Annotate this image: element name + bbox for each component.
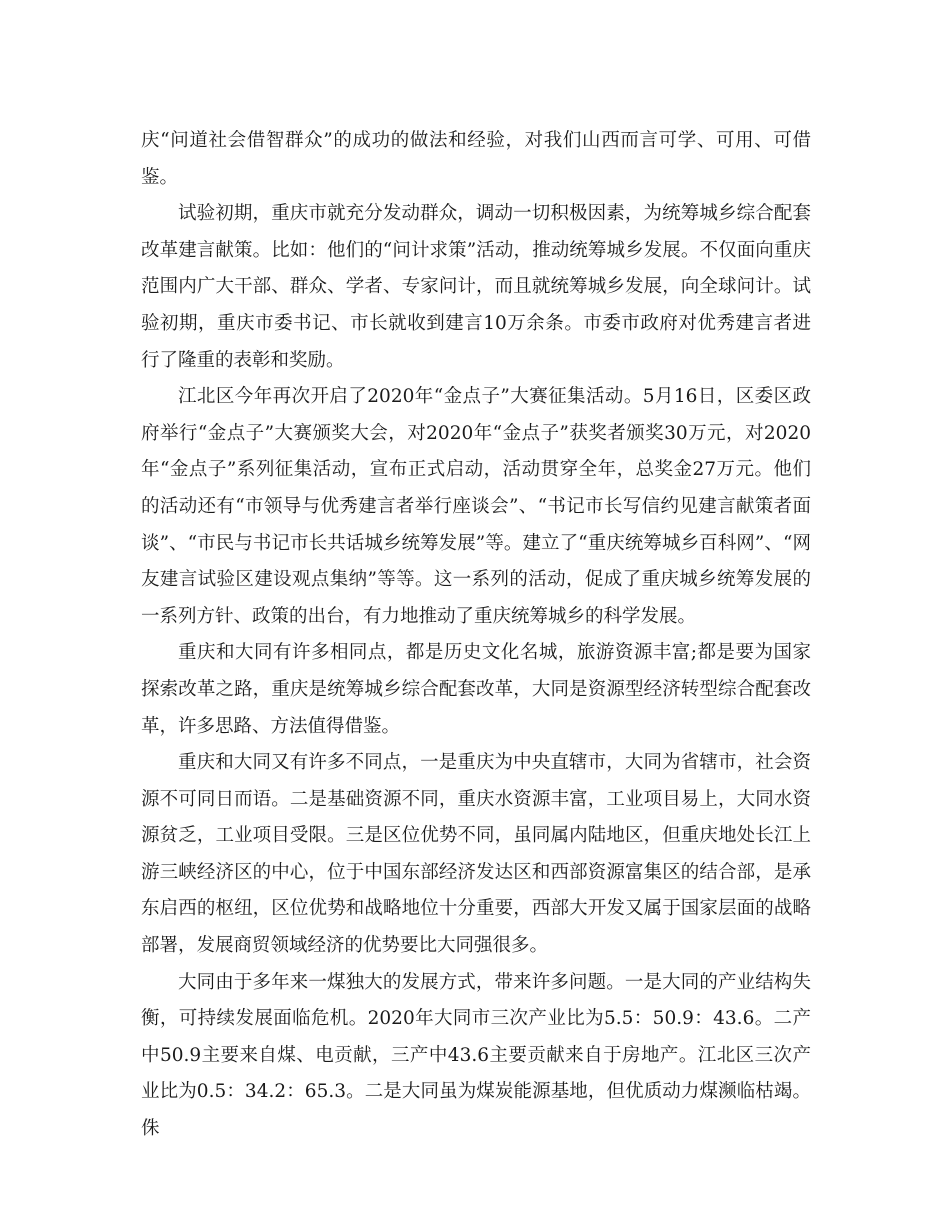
paragraph-trial-period: 试验初期，重庆市就充分发动群众，调动一切积极因素，为统筹城乡综合配套改革建言献策。比如：他们的“问计求策”活动，推动统筹城乡发展。不仅面向重庆范围内广大干部、群众、学者、专家问计，而且就统筹城乡发展，向全球问计。试验初期，重庆市委书记、市长就收到建言10万余条。市委市政府对优秀建言者进行了隆重的表彰和奖励。 [141, 203, 811, 371]
paragraph-similarities: 重庆和大同有许多相同点，都是历史文化名城，旅游资源丰富;都是要为国家探索改革之路，重庆是统筹城乡综合配套改革，大同是资源型经济转型综合配套改革，许多思路、方法值得借鉴。 [141, 642, 811, 737]
paragraph-datong-problems: 大同由于多年来一煤独大的发展方式，带来许多问题。一是大同的产业结构失衡，可持续发展面临危机。2020年大同市三次产业比为5.5：50.9：43.6。二产中50.9主要来自煤、电贡献，三产中43.6主要贡献来自于房地产。江北区三次产业比为0.5：34.2：65.3。二是大同虽为煤炭能源基地，但优质动力煤濒临枯竭。侏 [141, 971, 811, 1140]
document-body [141, 123, 811, 1148]
paragraph-golden-idea-contest: 江北区今年再次开启了2020年“金点子”大赛征集活动。5月16日，区委区政府举行“金点子”大赛颁奖大会，对2020年“金点子”获奖者颁奖30万元，对2020年“金点子”系列征集活动，宣布正式启动，活动贯穿全年，总奖金27万元。他们的活动还有“市领导与优秀建言者举行座谈会”、“书记市长写信约见建言献策者面谈”、“市民与书记市长共话城乡统筹发展”等。建立了“重庆统筹城乡百科网”、“网友建言试验区建设观点集纳”等等。这一系列的活动，促成了重庆城乡统筹发展的一系列方针、政策的出台，有力地推动了重庆统筹城乡的科学发展。 [141, 386, 811, 627]
paragraph-differences: 重庆和大同又有许多不同点，一是重庆为中央直辖市，大同为省辖市，社会资源不可同日而语。二是基础资源不同，重庆水资源丰富，工业项目易上，大同水资源贫乏，工业项目受限。三是区位优势不同，虽同属内陆地区，但重庆地处长江上游三峡经济区的中心，位于中国东部经济发达区和西部资源富集区的结合部，是承东启西的枢纽，区位优势和战略地位十分重要，西部大开发又属于国家层面的战略部署，发展商贸领域经济的优势要比大同强很多。 [141, 752, 811, 957]
paragraph-continuation: 庆“问道社会借智群众”的成功的做法和经验，对我们山西而言可学、可用、可借鉴。 [141, 130, 811, 188]
